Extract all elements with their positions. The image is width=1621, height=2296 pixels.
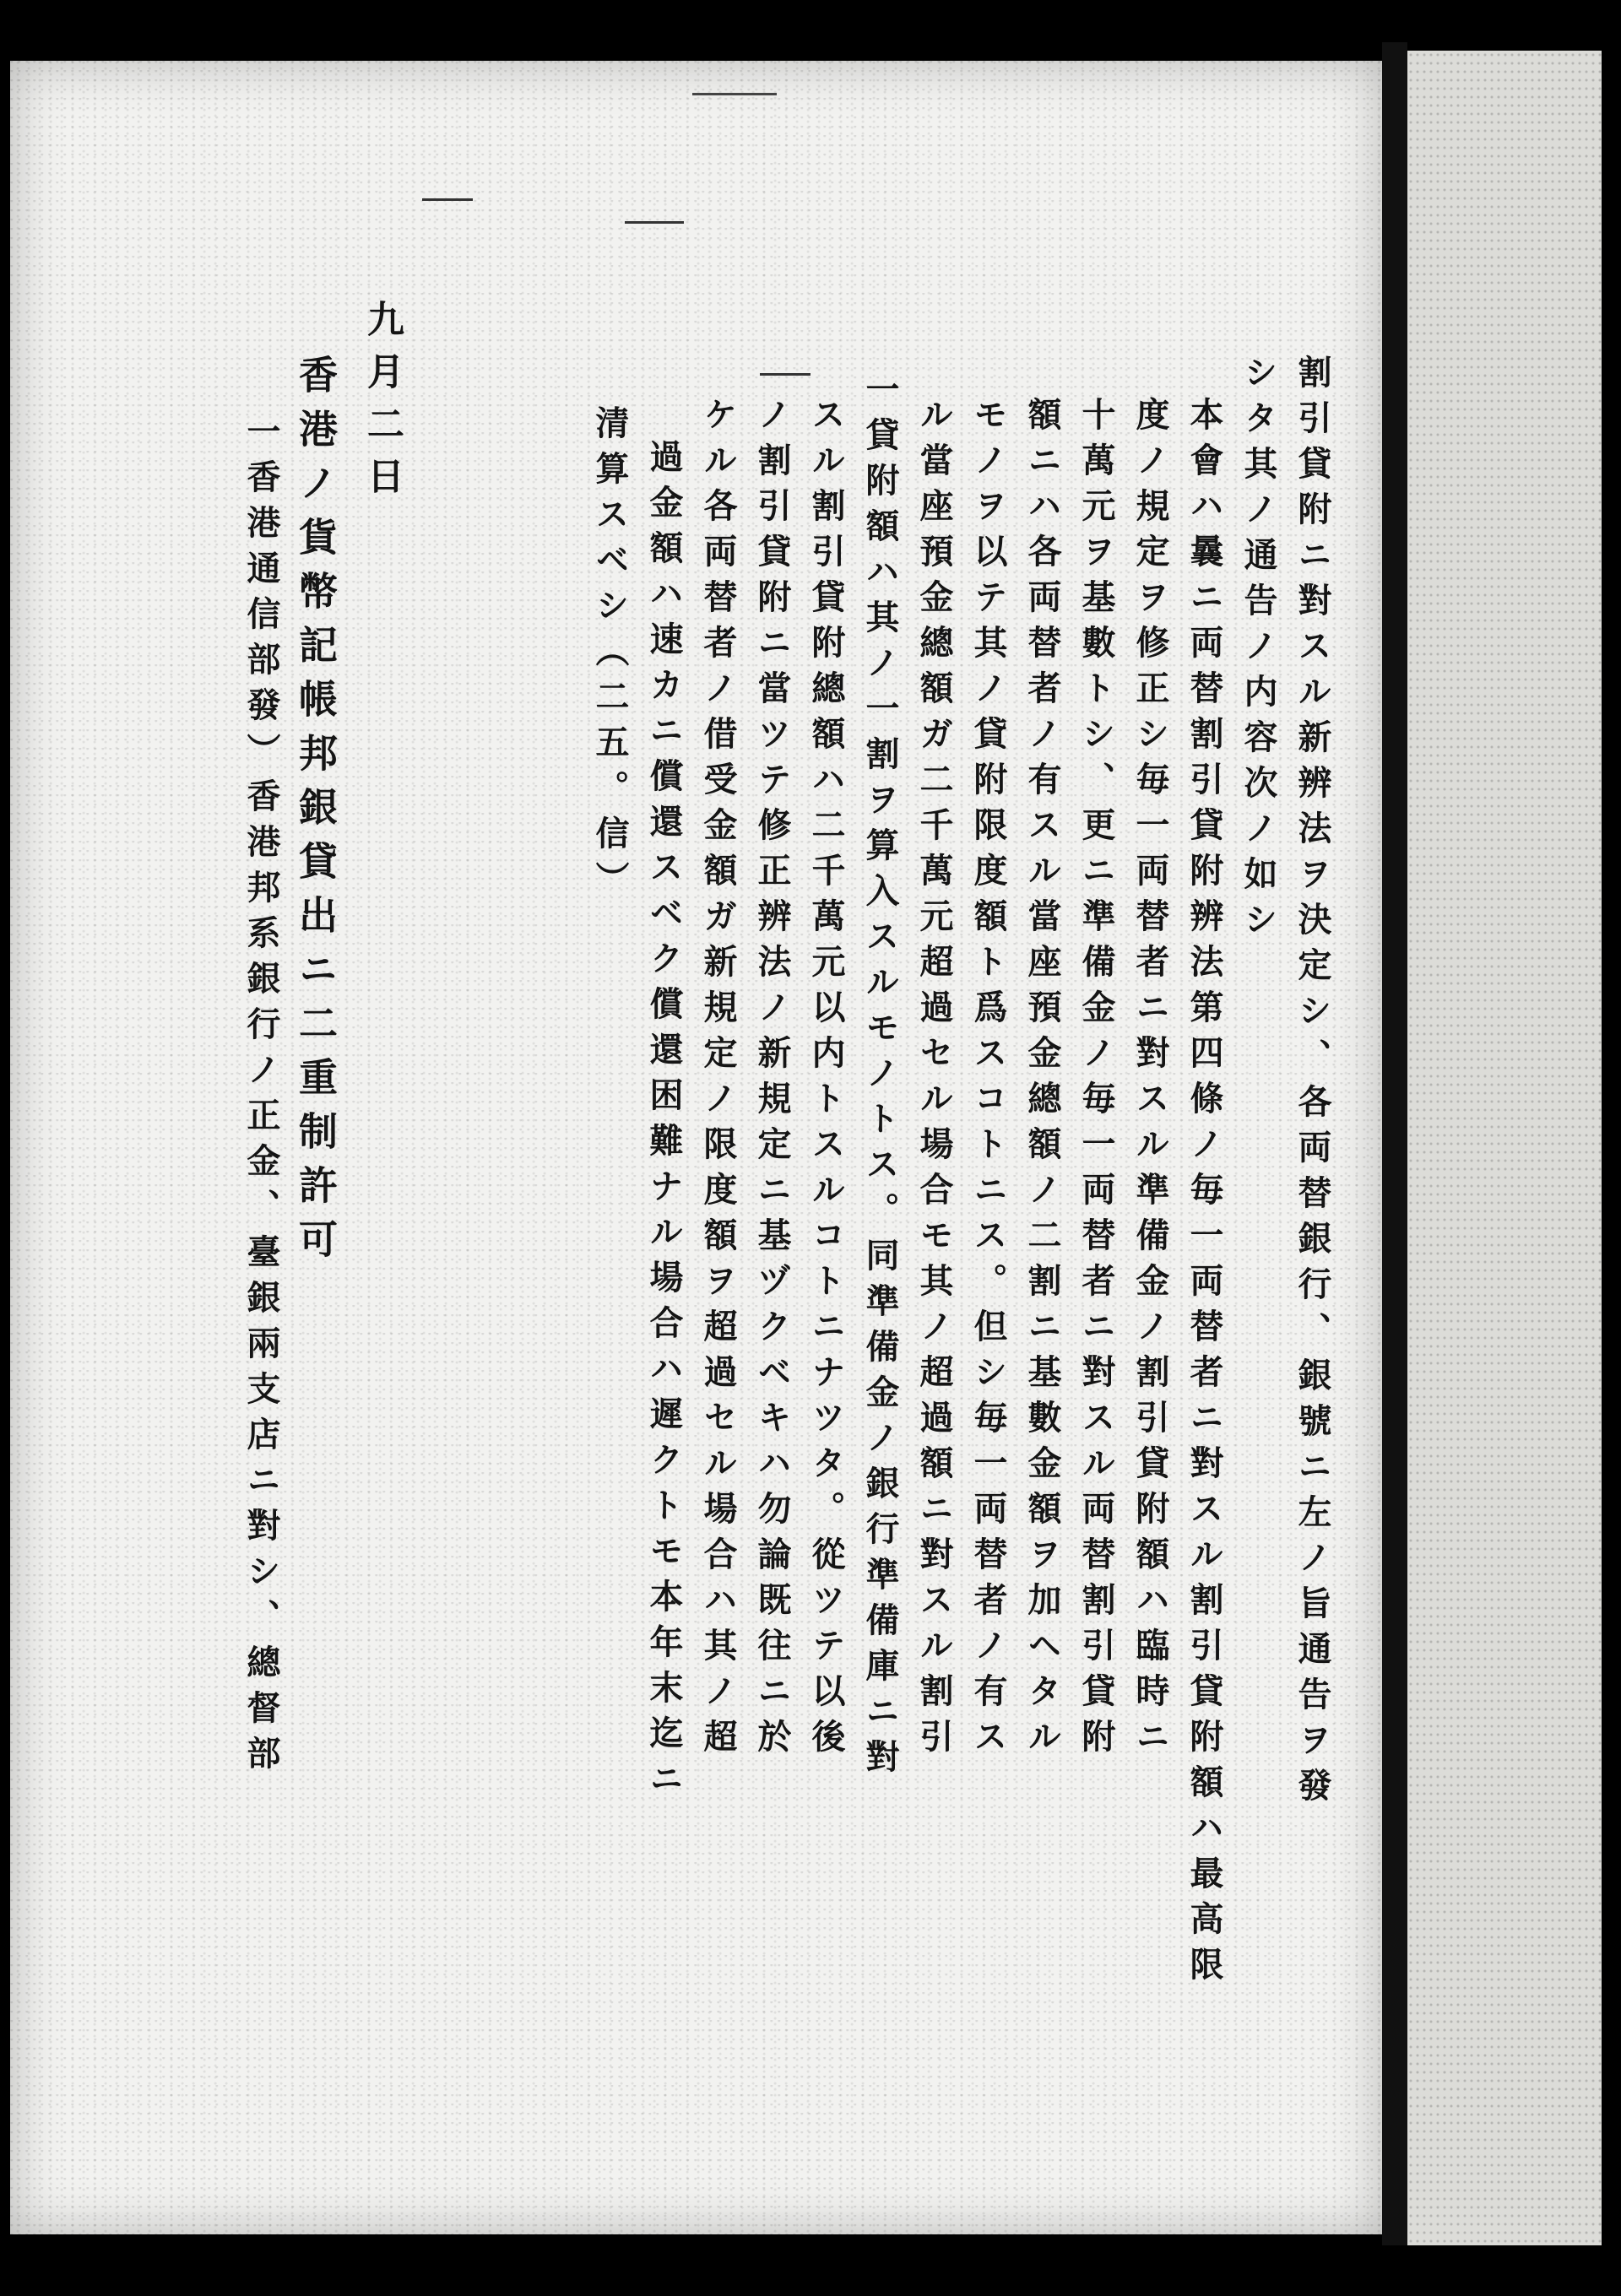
text-column: 額ニハ各両替者ノ有スル當座預金總額ノ二割ニ基數金額ヲ加ヘタル <box>1022 397 1062 1764</box>
text-column: ル當座預金總額ガ二千萬元超過セル場合モ其ノ超過額ニ對スル割引 <box>914 397 954 1764</box>
date-heading: 九月二日 <box>361 300 404 509</box>
adjacent-page-edge <box>1407 51 1602 2245</box>
divider-rule <box>760 373 810 376</box>
document-page <box>10 61 1382 2234</box>
page-header-mark <box>692 93 777 95</box>
divider-rule <box>422 198 473 201</box>
text-column: スル割引貸附總額ハ二千萬元以内トスルコトニナツタ。從ツテ以後 <box>806 397 846 1764</box>
text-column: ケル各両替者ノ借受金額ガ新規定ノ限度額ヲ超過セル場合ハ其ノ超 <box>698 397 738 1764</box>
text-column: モノヲ以テ其ノ貸附限度額ト爲スコトニス。但シ毎一両替者ノ有ス <box>968 397 1008 1764</box>
article-heading: 香港ノ貨幣記帳邦銀貸出ニ二重制許可 <box>293 355 339 1273</box>
text-column: 一貸附額ハ其ノ一割ヲ算入スルモノトス。同準備金ノ銀行準備庫ニ對 <box>860 371 900 1784</box>
text-column: ノ割引貸附ニ當ツテ修正辨法ノ新規定ニ基ヅクベキハ勿論既往ニ於 <box>752 397 792 1764</box>
text-column: 度ノ規定ヲ修正シ毎一両替者ニ對スル準備金ノ割引貸附額ハ臨時ニ <box>1130 397 1170 1764</box>
text-column: 清算スベシ（二五。信） <box>590 405 630 907</box>
text-column: 十萬元ヲ基數トシ、更ニ準備金ノ毎一両替者ニ對スル両替割引貸附 <box>1076 397 1116 1764</box>
text-column: 一香港通信部發）香港邦系銀行ノ正金、臺銀兩支店ニ對シ、總督部 <box>241 414 281 1781</box>
divider-rule <box>625 221 684 224</box>
text-column: シタ其ノ通告ノ内容次ノ如シ <box>1239 355 1278 947</box>
text-column: 本會ハ曩ニ両替割引貸附辨法第四條ノ毎一両替者ニ對スル割引貸附額ハ最高限 <box>1185 397 1224 1992</box>
text-column: 過金額ハ速カニ償還スベク償還困難ナル場合ハ遲クトモ本年末迄ニ <box>644 439 684 1806</box>
text-column: 割引貸附ニ對スル新辨法ヲ決定シ、各両替銀行、銀號ニ左ノ旨通告ヲ發 <box>1293 355 1332 1813</box>
book-spine <box>1382 42 1407 2245</box>
